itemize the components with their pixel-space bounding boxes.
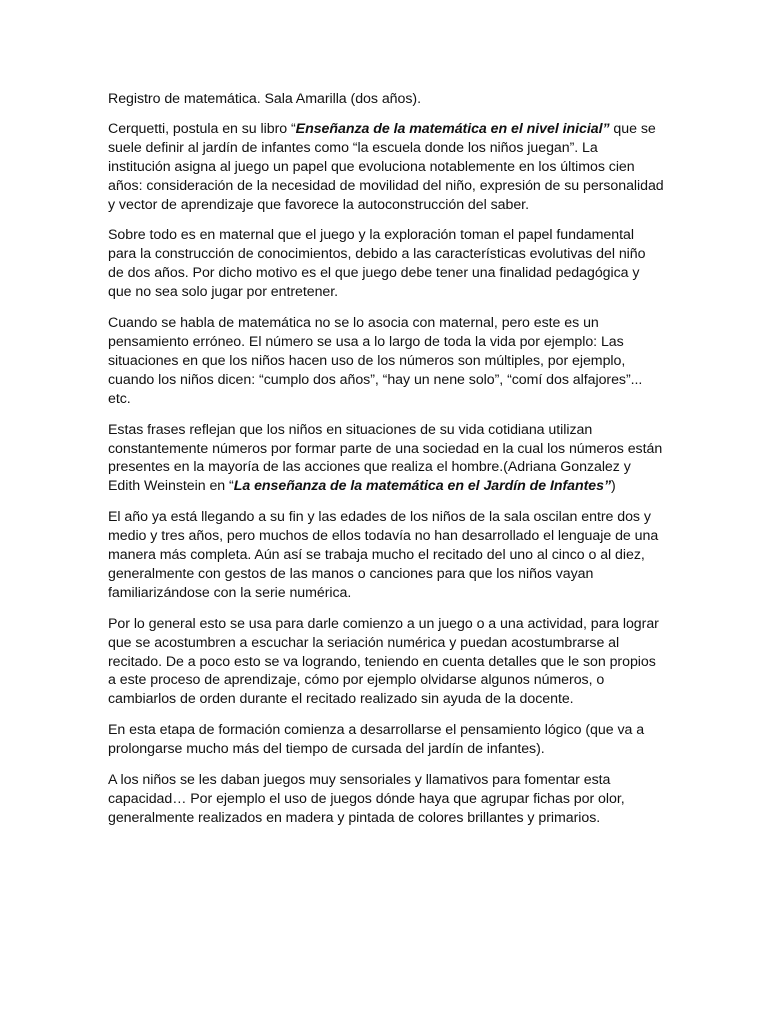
book-title-1: Enseñanza de la matemática en el nivel inicial” [295,120,610,137]
paragraph-1 [108,120,664,215]
document-page [108,90,664,840]
paragraph-8: A los niños se les daban juegos muy sensoriales y llamativos para fomentar esta capacidad… Por ejemplo el uso de juegos dónde haya que agrupar fichas por olor, generalmente realizados en madera y pintada de colores brillantes y primarios. [108,772,625,826]
paragraph-6: Por lo general esto se usa para darle comienzo a un juego o a una actividad, para lograr que se acostumbren a escuchar la seriación numérica y puedan acostumbrarse al recitado. De a poco esto se va logrando, teniendo en cuenta detalles que le son propios a este proceso de aprendizaje, cómo por ejemplo olvidarse algunos números, o cambiarlos de orden durante el recitado realizado sin ayuda de la docente. [108,615,659,708]
paragraph-5: El año ya está llegando a su fin y las edades de los niños de la sala oscilan entre dos y medio y tres años, pero muchos de ellos todavía no han desarrollado el lenguaje de una manera más completa. Aún así se trabaja mucho el recitado del uno al cinco o al diez, generalmente con gestos de las manos o canciones para que los niños vayan familiarizándose con la serie numérica. [108,509,659,601]
paragraph-4-body: Estas frases reflejan que los niños en situaciones de su vida cotidiana utilizan constantemente números por formar parte de una sociedad en la cual los números están presentes en la mayoría de las acciones que realiza el hombre.(Adriana Gonzalez y Edith Weinstein en “ [108,421,663,495]
paragraph-1-body: que se suele definir al jardín de infantes como “la escuela donde los niños juegan”. La institución asigna al juego un papel que evoluciona notablemente en los últimos cien años: consideración de la necesidad de movilidad del niño, expresión de su personalidad y vector de aprendizaje que favorece la autoconstrucción del saber. [108,120,664,213]
paragraph-3: Cuando se habla de matemática no se lo asocia con maternal, pero este es un pensamiento erróneo. El número se usa a lo largo de toda la vida por ejemplo: Las situaciones en que los niños hacen uso de los números son múltiples, por ejemplo, cuando los niños dicen: “cumplo dos años”, “hay un nene solo”, “comí dos alfajores”... etc. [108,315,643,407]
book-title-2: La enseñanza de la matemática en el Jardín de Infantes” [233,478,612,495]
paragraph-4 [108,421,664,497]
paragraph-4-end: ) [611,478,616,495]
paragraph-7: En esta etapa de formación comienza a desarrollarse el pensamiento lógico (que va a prolongarse mucho más del tiempo de cursada del jardín de infantes). [108,722,645,758]
paragraph-2: Sobre todo es en maternal que el juego y la exploración toman el papel fundamental para la construcción de conocimientos, debido a las características evolutivas del niño de dos años. Por dicho motivo es el que juego debe tener una finalidad pedagógica y que no sea solo jugar por entretener. [108,227,646,301]
paragraph-1-intro: Cerquetti, postula en su libro “ [108,120,296,137]
document-title: Registro de matemática. Sala Amarilla (dos años). [108,91,421,107]
